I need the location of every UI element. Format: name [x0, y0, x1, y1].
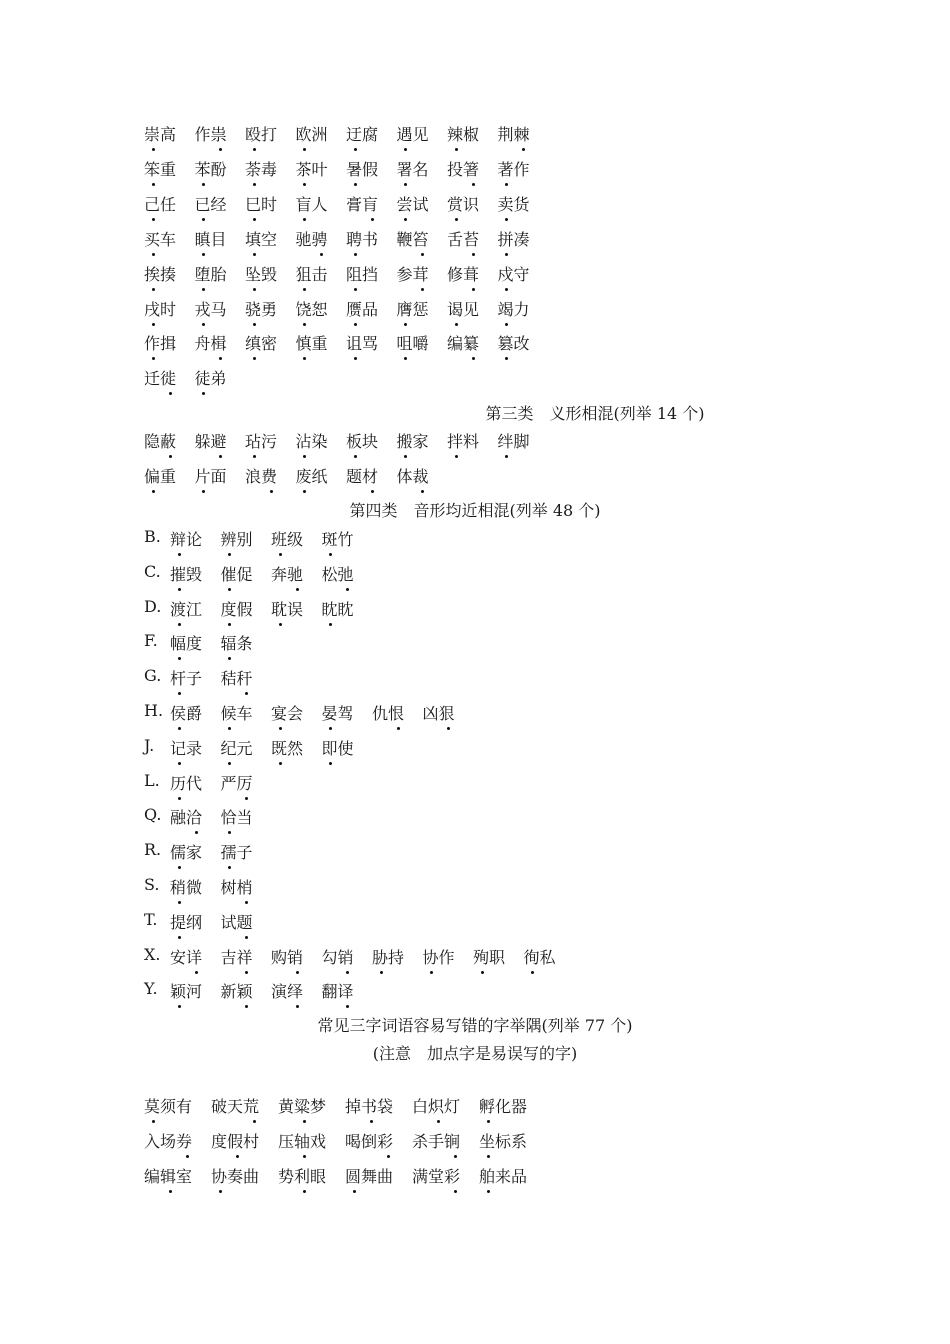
emphasis-dot [346, 971, 349, 974]
emphasis-dot [219, 455, 222, 458]
word-entry: 欧洲 [296, 122, 328, 145]
emphasis-dot [522, 148, 525, 151]
emphasis-dot [202, 253, 205, 256]
emphasis-dot [430, 971, 433, 974]
emphasis-dot [320, 253, 323, 256]
word-entry: 饶恕 [296, 297, 328, 320]
emphasis-dot [454, 1190, 457, 1193]
emphasis-dot [354, 253, 357, 256]
word-entry: 作揖 [144, 331, 176, 354]
emphasis-dot [455, 148, 458, 151]
emphasis-dot [178, 727, 181, 730]
word-entry: 压轴戏 [278, 1129, 326, 1152]
emphasis-dot [178, 692, 181, 695]
emphasis-dot [152, 490, 155, 493]
word-entry: 著作 [498, 157, 530, 180]
emphasis-dot [228, 831, 231, 834]
word-entry: 即使 [322, 736, 354, 759]
word-entry: 渡江 [170, 597, 202, 620]
word-entry: 翻译 [322, 979, 354, 1002]
emphasis-dot [487, 1190, 490, 1193]
word-entry: 儒家 [170, 840, 202, 863]
emphasis-dot [487, 1120, 490, 1123]
word-entry: 堕胎 [195, 262, 227, 285]
word-entry: 记录 [170, 736, 202, 759]
emphasis-dot [303, 323, 306, 326]
word-entry: 入场券 [144, 1129, 192, 1152]
emphasis-dot [371, 218, 374, 221]
emphasis-dot [186, 1155, 189, 1158]
word-entry: 班级 [271, 527, 303, 550]
word-entry: 白炽灯 [412, 1094, 460, 1117]
word-entry: 投箸 [447, 157, 479, 180]
word-entry: 竭力 [498, 297, 530, 320]
word-entry: 瞋目 [195, 227, 227, 250]
word-entry: 侯爵 [170, 701, 202, 724]
emphasis-dot [245, 797, 248, 800]
word-entry: 己任 [144, 192, 176, 215]
word-entry: 舟楫 [195, 331, 227, 354]
emphasis-dot [228, 866, 231, 869]
row-letter: H. [144, 701, 164, 720]
word-entry: 破天荒 [211, 1094, 259, 1117]
emphasis-dot [505, 253, 508, 256]
word-entry: 卖货 [498, 192, 530, 215]
emphasis-dot [253, 357, 256, 360]
word-entry: 荼毒 [245, 157, 277, 180]
emphasis-dot [505, 183, 508, 186]
word-entry: 既然 [271, 736, 303, 759]
word-entry: 度假 [221, 597, 253, 620]
word-entry: 仇恨 [372, 701, 404, 724]
word-entry: 片面 [195, 464, 227, 487]
emphasis-dot [228, 588, 231, 591]
word-entry: 买车 [144, 227, 176, 250]
word-entry: 孵化器 [479, 1094, 527, 1117]
word-entry: 崇高 [144, 122, 176, 145]
emphasis-dot [169, 1190, 172, 1193]
emphasis-dot [253, 183, 256, 186]
emphasis-dot [354, 323, 357, 326]
word-entry: 黄粱梦 [278, 1094, 326, 1117]
emphasis-dot [296, 588, 299, 591]
emphasis-dot [505, 357, 508, 360]
emphasis-dot [178, 866, 181, 869]
emphasis-dot [178, 1005, 181, 1008]
emphasis-dot [421, 490, 424, 493]
emphasis-dot [195, 831, 198, 834]
word-entry: 巳时 [245, 192, 277, 215]
word-entry: 历代 [170, 771, 202, 794]
emphasis-dot [228, 657, 231, 660]
word-entry: 幅度 [170, 631, 202, 654]
row-letter: C. [144, 561, 161, 581]
word-entry: 废纸 [296, 464, 328, 487]
word-entry: 殴打 [245, 122, 277, 145]
word-entry: 玷污 [245, 429, 277, 452]
word-entry: 提纲 [170, 910, 202, 933]
emphasis-dot [303, 183, 306, 186]
emphasis-dot [472, 357, 475, 360]
row-letter: S. [144, 875, 160, 894]
section-heading-5: 常见三字词语容易写错的字举隅(列举 77 个) [317, 1016, 633, 1035]
word-entry: 狙击 [296, 262, 328, 285]
word-entry: 恰当 [221, 805, 253, 828]
emphasis-dot [421, 288, 424, 291]
emphasis-dot [354, 288, 357, 291]
word-entry: 催促 [221, 562, 253, 585]
word-entry: 舌苔 [447, 227, 479, 250]
row-letter: G. [144, 666, 162, 686]
emphasis-dot [152, 1120, 155, 1123]
word-entry: 盲人 [296, 192, 328, 215]
word-entry: 缜密 [245, 331, 277, 354]
word-entry: 苯酚 [195, 157, 227, 180]
emphasis-dot [253, 288, 256, 291]
section-heading-4: 第四类 音形均近相混(列举 48 个) [349, 501, 601, 520]
word-entry: 驰骋 [296, 227, 328, 250]
emphasis-dot [329, 727, 332, 730]
word-entry: 协奏曲 [211, 1164, 259, 1187]
word-entry: 咀嚼 [397, 331, 429, 354]
emphasis-dot [404, 455, 407, 458]
word-entry: 荆棘 [498, 122, 530, 145]
word-entry: 松弛 [322, 562, 354, 585]
emphasis-dot [455, 218, 458, 221]
word-entry: 舶来品 [479, 1164, 527, 1187]
emphasis-dot [296, 1005, 299, 1008]
emphasis-dot [195, 971, 198, 974]
word-entry: 躲避 [195, 429, 227, 452]
word-entry: 挨揍 [144, 262, 176, 285]
emphasis-dot [219, 357, 222, 360]
word-entry: 颖河 [170, 979, 202, 1002]
word-entry: 树梢 [221, 875, 253, 898]
emphasis-dot [404, 183, 407, 186]
word-entry: 满堂彩 [412, 1164, 460, 1187]
emphasis-dot [219, 1190, 222, 1193]
word-entry: 辨别 [221, 527, 253, 550]
emphasis-dot [472, 183, 475, 186]
word-entry: 篡改 [498, 331, 530, 354]
emphasis-dot [531, 971, 534, 974]
word-entry: 偏重 [144, 464, 176, 487]
row-letter: J. [144, 735, 155, 755]
row-letter: Q. [144, 805, 162, 825]
word-entry: 奔驰 [271, 562, 303, 585]
row-letter: T. [144, 909, 158, 929]
emphasis-dot [202, 323, 205, 326]
word-entry: 修葺 [447, 262, 479, 285]
emphasis-dot [202, 183, 205, 186]
emphasis-dot [346, 1005, 349, 1008]
emphasis-dot [303, 490, 306, 493]
emphasis-dot [253, 253, 256, 256]
emphasis-dot [279, 623, 282, 626]
word-entry: 安详 [170, 945, 202, 968]
emphasis-dot [178, 657, 181, 660]
emphasis-dot [447, 727, 450, 730]
word-entry: 作祟 [195, 122, 227, 145]
word-entry: 迁徙 [144, 366, 176, 389]
emphasis-dot [371, 490, 374, 493]
emphasis-dot [303, 1120, 306, 1123]
word-entry: 浪费 [245, 464, 277, 487]
emphasis-dot [245, 901, 248, 904]
emphasis-dot [303, 148, 306, 151]
emphasis-dot [219, 148, 222, 151]
word-entry: 参茸 [397, 262, 429, 285]
emphasis-dot [178, 901, 181, 904]
emphasis-dot [455, 455, 458, 458]
word-entry: 势利眼 [278, 1164, 326, 1187]
word-entry: 绊脚 [498, 429, 530, 452]
emphasis-dot [354, 357, 357, 360]
word-entry: 吉祥 [221, 945, 253, 968]
emphasis-dot [279, 762, 282, 765]
word-entry: 戍守 [498, 262, 530, 285]
word-entry: 协作 [423, 945, 455, 968]
word-entry: 拼凑 [498, 227, 530, 250]
emphasis-dot [152, 183, 155, 186]
word-entry: 宴会 [271, 701, 303, 724]
word-entry: 坠毁 [245, 262, 277, 285]
emphasis-dot [329, 553, 332, 556]
row-letter: L. [144, 770, 160, 790]
emphasis-dot [303, 455, 306, 458]
word-entry: 喝倒彩 [345, 1129, 393, 1152]
emphasis-dot [178, 762, 181, 765]
word-entry: 谒见 [447, 297, 479, 320]
emphasis-dot [202, 218, 205, 221]
emphasis-dot [228, 553, 231, 556]
word-entry: 斑竹 [322, 527, 354, 550]
word-entry: 演绎 [271, 979, 303, 1002]
word-entry: 购销 [271, 945, 303, 968]
row-letter: D. [144, 596, 162, 616]
emphasis-dot [202, 490, 205, 493]
emphasis-dot [472, 288, 475, 291]
emphasis-dot [253, 1120, 256, 1123]
word-entry: 稍微 [170, 875, 202, 898]
emphasis-dot [346, 588, 349, 591]
word-entry: 赝品 [346, 297, 378, 320]
word-entry: 秸秆 [221, 666, 253, 689]
word-entry: 圆舞曲 [345, 1164, 393, 1187]
emphasis-dot [455, 323, 458, 326]
emphasis-dot [245, 692, 248, 695]
emphasis-dot [404, 148, 407, 151]
emphasis-dot [253, 455, 256, 458]
word-entry: 诅骂 [346, 331, 378, 354]
emphasis-dot [303, 1155, 306, 1158]
word-entry: 慎重 [296, 331, 328, 354]
emphasis-dot [303, 357, 306, 360]
word-entry: 杀手锏 [412, 1129, 460, 1152]
word-entry: 徒弟 [195, 366, 227, 389]
emphasis-dot [152, 253, 155, 256]
word-entry: 膺惩 [397, 297, 429, 320]
emphasis-dot [303, 288, 306, 291]
emphasis-dot [178, 623, 181, 626]
emphasis-dot [253, 323, 256, 326]
emphasis-dot [202, 288, 205, 291]
word-entry: 遇见 [397, 122, 429, 145]
emphasis-dot [303, 1190, 306, 1193]
word-entry: 搬家 [397, 429, 429, 452]
word-entry: 辐条 [221, 631, 253, 654]
word-entry: 沾染 [296, 429, 328, 452]
word-entry: 迂腐 [346, 122, 378, 145]
emphasis-dot [505, 218, 508, 221]
emphasis-dot [152, 148, 155, 151]
emphasis-dot [169, 392, 172, 395]
emphasis-dot [152, 218, 155, 221]
emphasis-dot [152, 288, 155, 291]
word-entry: 勾销 [322, 945, 354, 968]
word-entry: 题材 [346, 464, 378, 487]
word-entry: 孺子 [221, 840, 253, 863]
emphasis-dot [279, 727, 282, 730]
emphasis-dot [202, 392, 205, 395]
word-entry: 聘书 [346, 227, 378, 250]
emphasis-dot [481, 971, 484, 974]
word-entry: 度假村 [211, 1129, 259, 1152]
word-entry: 板块 [346, 429, 378, 452]
emphasis-dot [236, 1155, 239, 1158]
emphasis-dot [228, 623, 231, 626]
emphasis-dot [169, 455, 172, 458]
emphasis-dot [253, 148, 256, 151]
emphasis-dot [505, 323, 508, 326]
word-entry: 杆子 [170, 666, 202, 689]
word-entry: 严厉 [221, 771, 253, 794]
word-entry: 隐蔽 [144, 429, 176, 452]
word-entry: 纪元 [221, 736, 253, 759]
emphasis-dot [404, 323, 407, 326]
emphasis-dot [296, 971, 299, 974]
emphasis-dot [228, 727, 231, 730]
emphasis-dot [178, 936, 181, 939]
emphasis-dot [270, 490, 273, 493]
emphasis-dot [329, 762, 332, 765]
word-entry: 胁持 [372, 945, 404, 968]
section-note: (注意 加点字是易误写的字) [372, 1044, 578, 1063]
word-entry: 填空 [245, 227, 277, 250]
word-entry: 殉职 [473, 945, 505, 968]
emphasis-dot [454, 1155, 457, 1158]
word-entry: 新颖 [221, 979, 253, 1002]
word-entry: 辩论 [170, 527, 202, 550]
word-entry: 笨重 [144, 157, 176, 180]
emphasis-dot [178, 797, 181, 800]
word-entry: 阻挡 [346, 262, 378, 285]
emphasis-dot [245, 1005, 248, 1008]
emphasis-dot [354, 183, 357, 186]
emphasis-dot [404, 218, 407, 221]
word-entry: 署名 [397, 157, 429, 180]
word-entry: 鞭笞 [397, 227, 429, 250]
emphasis-dot [437, 1120, 440, 1123]
word-entry: 晏驾 [322, 701, 354, 724]
emphasis-dot [354, 148, 357, 151]
emphasis-dot [329, 623, 332, 626]
word-entry: 戎马 [195, 297, 227, 320]
word-entry: 凶狠 [423, 701, 455, 724]
emphasis-dot [178, 553, 181, 556]
emphasis-dot [152, 323, 155, 326]
row-letter: F. [144, 631, 158, 651]
emphasis-dot [245, 971, 248, 974]
emphasis-dot [228, 762, 231, 765]
emphasis-dot [387, 1155, 390, 1158]
emphasis-dot [397, 727, 400, 730]
word-entry: 试题 [221, 910, 253, 933]
word-entry: 已经 [195, 192, 227, 215]
word-entry: 赏识 [447, 192, 479, 215]
emphasis-dot [354, 455, 357, 458]
word-entry: 辣椒 [447, 122, 479, 145]
word-entry: 耽误 [271, 597, 303, 620]
row-letter: R. [144, 840, 162, 860]
emphasis-dot [279, 553, 282, 556]
word-entry: 暑假 [346, 157, 378, 180]
word-entry: 骁勇 [245, 297, 277, 320]
word-entry: 眈眈 [322, 597, 354, 620]
word-entry: 莫须有 [144, 1094, 192, 1117]
emphasis-dot [353, 1190, 356, 1193]
word-entry: 融洽 [170, 805, 202, 828]
word-entry: 戌时 [144, 297, 176, 320]
row-letter: Y. [144, 979, 158, 999]
word-entry: 徇私 [524, 945, 556, 968]
emphasis-dot [253, 218, 256, 221]
word-entry: 编辑室 [144, 1164, 192, 1187]
word-entry: 编纂 [447, 331, 479, 354]
word-entry: 坐标系 [479, 1129, 527, 1152]
word-entry: 体裁 [397, 464, 429, 487]
row-letter: X. [144, 944, 161, 964]
emphasis-dot [505, 455, 508, 458]
emphasis-dot [487, 1155, 490, 1158]
word-entry: 膏肓 [346, 192, 378, 215]
emphasis-dot [404, 357, 407, 360]
emphasis-dot [472, 253, 475, 256]
row-letter: B. [144, 527, 161, 546]
emphasis-dot [421, 253, 424, 256]
emphasis-dot [245, 936, 248, 939]
word-entry: 尝试 [397, 192, 429, 215]
emphasis-dot [178, 588, 181, 591]
emphasis-dot [380, 971, 383, 974]
emphasis-dot [370, 1120, 373, 1123]
word-entry: 摧毁 [170, 562, 202, 585]
word-entry: 茶叶 [296, 157, 328, 180]
emphasis-dot [152, 357, 155, 360]
emphasis-dot [505, 288, 508, 291]
emphasis-dot [303, 218, 306, 221]
word-entry: 候车 [221, 701, 253, 724]
section-heading-3: 第三类 义形相混(列举 14 个) [485, 404, 705, 423]
word-entry: 拌料 [447, 429, 479, 452]
word-entry: 掉书袋 [345, 1094, 393, 1117]
